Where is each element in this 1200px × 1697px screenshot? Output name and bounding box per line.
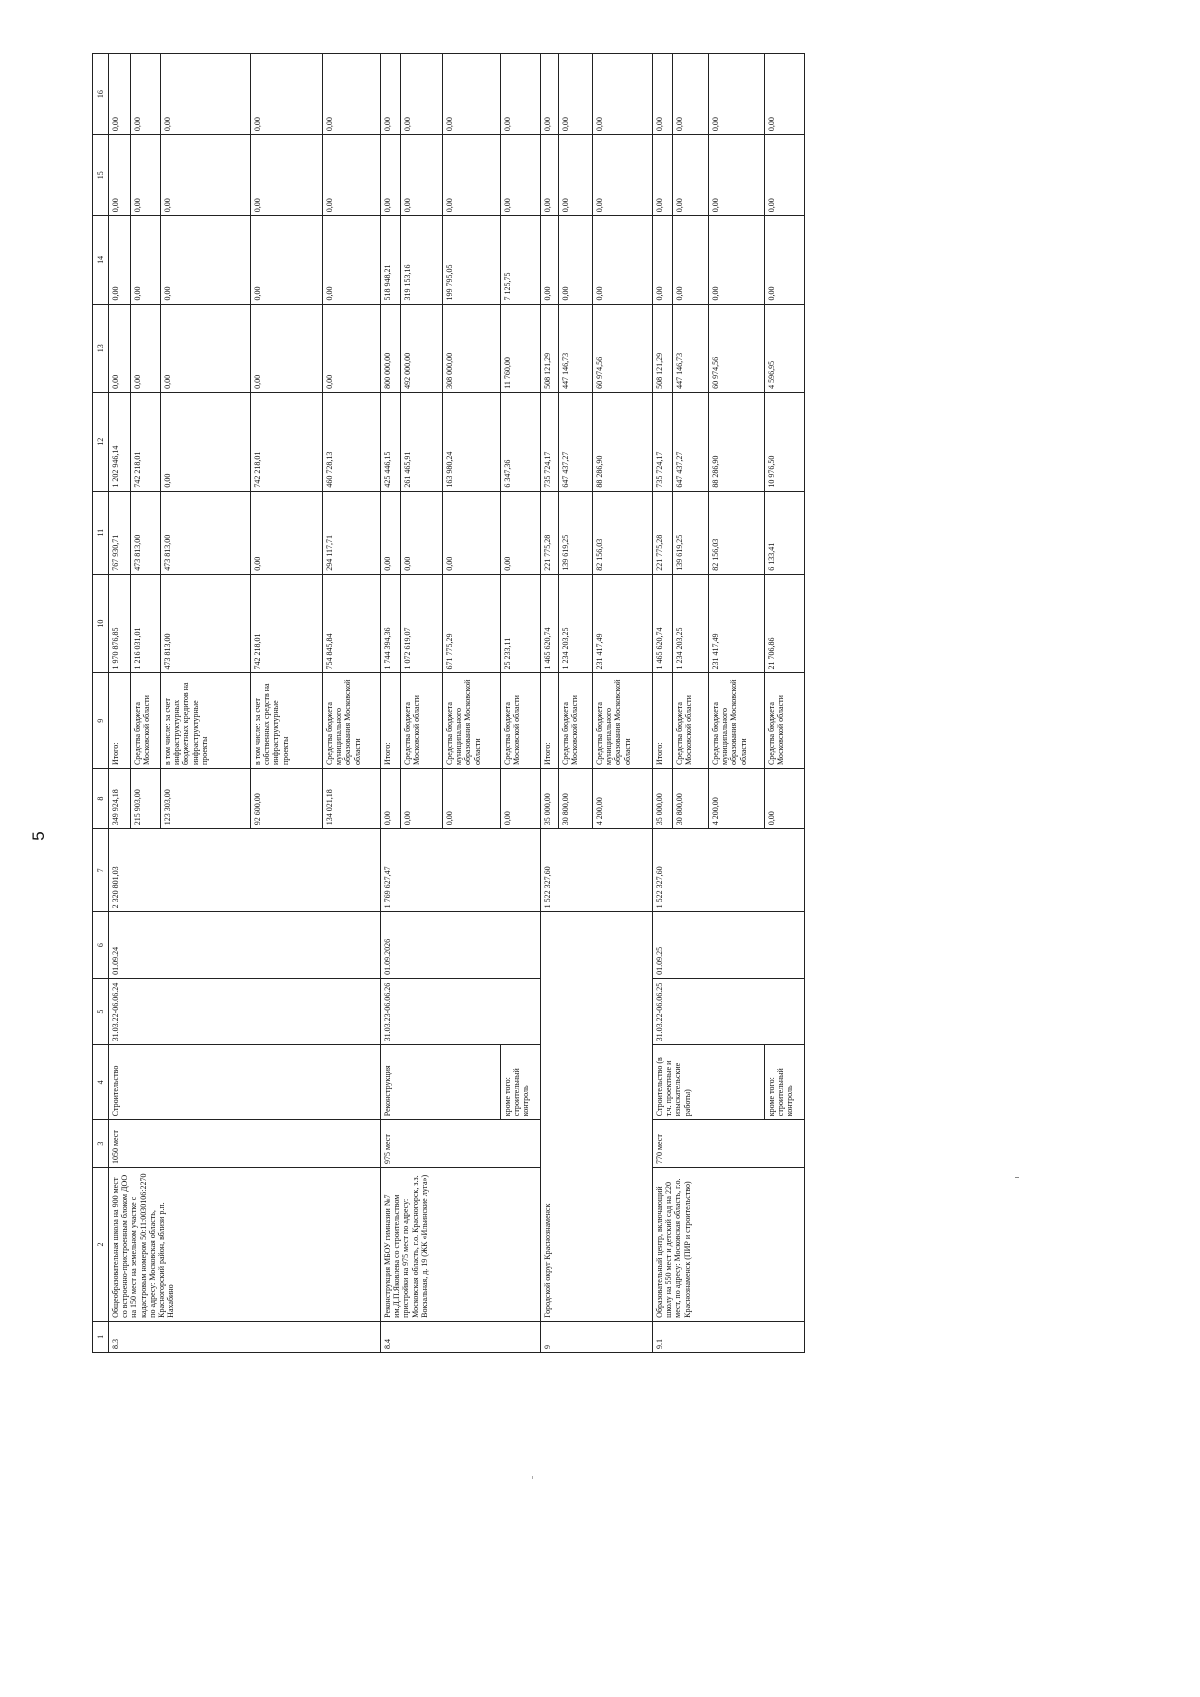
amount-year: 518 948,21 (381, 216, 401, 304)
amount-year: 0,00 (131, 54, 161, 135)
amount-year: 82 156,03 (593, 491, 653, 574)
amount-year: 0,00 (381, 54, 401, 135)
financed-amount: 4 200,00 (709, 769, 765, 829)
amount-year: 60 974,56 (709, 304, 765, 392)
amount-year: 0,00 (673, 216, 709, 304)
work-type-extra: кроме того: строительный контроль (501, 1045, 541, 1120)
funding-source: Средства бюджета Московской области (559, 673, 593, 769)
amount-year: 88 286,90 (593, 392, 653, 491)
capacity-value: 770 (655, 1152, 664, 1165)
table-row (109, 54, 131, 1353)
amount-year: 139 619,25 (559, 491, 593, 574)
row-number: 8.3 (109, 1321, 381, 1352)
amount-total: 1 216 031,01 (131, 574, 161, 673)
financed-amount: 0,00 (501, 769, 541, 829)
funding-source: Итого: (541, 673, 559, 769)
amount-year: 88 286,90 (709, 392, 765, 491)
financed-amount: 0,00 (401, 769, 443, 829)
amount-year: 199 795,05 (443, 216, 501, 304)
amount-year: 308 000,00 (443, 304, 501, 392)
funding-source: Средства бюджета Московской области (401, 673, 443, 769)
work-type: Строительство (в т.ч. проектные и изыскательские работы) (653, 1045, 765, 1120)
amount-year: 473 813,00 (131, 491, 161, 574)
funding-source: Средства бюджета Московской области (131, 673, 161, 769)
amount-total: 1 234 203,25 (559, 574, 593, 673)
row-number: 8.4 (381, 1321, 541, 1352)
funding-source: Итого: (109, 673, 131, 769)
capacity-unit: мест (655, 1134, 664, 1151)
amount-year: 447 146,73 (559, 304, 593, 392)
amount-year: 221 775,28 (541, 491, 559, 574)
capacity (653, 1120, 805, 1168)
amount-year: 0,00 (401, 491, 443, 574)
capacity (381, 1120, 541, 1168)
commission-date: 01.09.24 (109, 912, 381, 979)
work-period: 31.03.22-06.06.24 (109, 978, 381, 1045)
amount-total: 21 706,86 (765, 574, 805, 673)
amount-year: 0,00 (131, 304, 161, 392)
amount-year: 0,00 (109, 304, 131, 392)
amount-year: 0,00 (443, 491, 501, 574)
amount-year: 319 153,16 (401, 216, 443, 304)
header-cell: 13 (93, 304, 109, 392)
amount-year: 221 775,28 (653, 491, 673, 574)
amount-total: 231 417,49 (709, 574, 765, 673)
amount-total: 1 234 203,25 (673, 574, 709, 673)
amount-year: 508 121,29 (653, 304, 673, 392)
amount-year: 0,00 (401, 54, 443, 135)
amount-year: 0,00 (443, 135, 501, 216)
object-name: Реконструкция МБОУ гимназии №7 им.Д.П.Яковлева со строительством пристройки на 975 мест по адресу: Московская область, г.о. Красногорск, з.з. Вокзальная, д. 19 (ЖК «Ильинские луга») (381, 1168, 541, 1322)
financed-amount: 35 000,00 (541, 769, 559, 829)
estimated-cost: 1 522 327,60 (541, 829, 653, 912)
financed-amount: 0,00 (443, 769, 501, 829)
amount-year: 492 000,00 (401, 304, 443, 392)
amount-year: 0,00 (541, 216, 559, 304)
object-name: Общеобразовательная школа на 900 мест со встроенно-пристроенным блоком ДОО на 150 мест на земельном участке с кадастровым номером 50:11:0030106:2270 по адресу: Московская область, Красногорский район, вблизи р.п. Нахабино (109, 1168, 381, 1322)
financed-amount: 4 200,00 (593, 769, 653, 829)
amount-year: 60 974,56 (593, 304, 653, 392)
header-cell: 3 (93, 1120, 109, 1168)
table-row (381, 54, 401, 1353)
amount-year: 742 218,01 (251, 392, 323, 491)
funding-source: Средства бюджета муниципального образования Московской области (323, 673, 381, 769)
investment-table (92, 53, 805, 1353)
amount-year: 0,00 (765, 216, 805, 304)
amount-year: 0,00 (323, 216, 381, 304)
amount-year: 742 218,01 (131, 392, 161, 491)
header-cell: 11 (93, 491, 109, 574)
funding-source: в том числе: за счет собственных средств на инфраструктурные проекты (251, 673, 323, 769)
financed-amount: 123 303,00 (161, 769, 251, 829)
funding-source: Средства бюджета Московской области (501, 673, 541, 769)
amount-year: 0,00 (559, 216, 593, 304)
amount-year: 0,00 (161, 54, 251, 135)
funding-source: Средства бюджета Московской области (673, 673, 709, 769)
amount-year: 0,00 (251, 216, 323, 304)
amount-year: 0,00 (673, 54, 709, 135)
amount-year: 0,00 (501, 54, 541, 135)
amount-year: 0,00 (323, 304, 381, 392)
amount-total: 1 465 620,74 (541, 574, 559, 673)
funding-source: Средства бюджета муниципального образования Московской области (443, 673, 501, 769)
header-cell: 14 (93, 216, 109, 304)
financed-amount: 30 800,00 (673, 769, 709, 829)
amount-year: 0,00 (161, 135, 251, 216)
amount-total: 25 233,11 (501, 574, 541, 673)
amount-year: 767 930,71 (109, 491, 131, 574)
rotated-table-wrapper (92, 53, 892, 1353)
work-period: 31.03.22-06.06.25 (653, 978, 805, 1045)
amount-year: 82 156,03 (709, 491, 765, 574)
page-number: 5 (29, 831, 48, 841)
amount-year: 0,00 (709, 54, 765, 135)
scan-mark (532, 1476, 533, 1479)
amount-year: 0,00 (541, 135, 559, 216)
amount-year: 0,00 (501, 135, 541, 216)
amount-year: 0,00 (593, 216, 653, 304)
amount-year: 647 437,27 (673, 392, 709, 491)
amount-year: 0,00 (251, 54, 323, 135)
amount-year: 163 980,24 (443, 392, 501, 491)
amount-year: 6 133,41 (765, 491, 805, 574)
header-cell: 7 (93, 829, 109, 912)
amount-year: 473 813,00 (161, 491, 251, 574)
amount-total: 742 218,01 (251, 574, 323, 673)
object-name: Образовательный центр, включающий школу на 550 мест и детский сад на 220 мест, по адресу: Московская область, г.о. Краснознаменск (ПИР и строительство) (653, 1168, 805, 1322)
amount-total: 1 072 619,07 (401, 574, 443, 673)
amount-year: 0,00 (559, 135, 593, 216)
amount-year: 0,00 (109, 54, 131, 135)
amount-year: 0,00 (653, 135, 673, 216)
work-type: Реконструкция (381, 1045, 501, 1120)
commission-date: 01.09.2026 (381, 912, 541, 979)
amount-year: 0,00 (501, 491, 541, 574)
table-row (541, 54, 559, 1353)
funding-source: Средства бюджета Московской области (765, 673, 805, 769)
header-cell: 10 (93, 574, 109, 673)
capacity-value: 975 (383, 1152, 392, 1165)
amount-year: 0,00 (251, 304, 323, 392)
estimated-cost: 2 320 801,03 (109, 829, 381, 912)
financed-amount: 35 000,00 (653, 769, 673, 829)
amount-total: 1 744 394,36 (381, 574, 401, 673)
amount-year: 0,00 (381, 491, 401, 574)
financed-amount: 134 021,18 (323, 769, 381, 829)
header-cell: 1 (93, 1321, 109, 1352)
capacity-unit: мест (383, 1134, 392, 1151)
amount-year: 7 125,75 (501, 216, 541, 304)
amount-year: 0,00 (593, 135, 653, 216)
amount-year: 4 596,95 (765, 304, 805, 392)
estimated-cost: 1 769 627,47 (381, 829, 541, 912)
amount-total: 671 775,29 (443, 574, 501, 673)
table-row (653, 54, 673, 1353)
amount-year: 735 724,17 (653, 392, 673, 491)
amount-year: 0,00 (323, 54, 381, 135)
amount-year: 0,00 (109, 135, 131, 216)
header-cell: 6 (93, 912, 109, 979)
amount-year: 0,00 (541, 54, 559, 135)
amount-year: 1 202 946,14 (109, 392, 131, 491)
amount-year: 0,00 (251, 135, 323, 216)
amount-year: 0,00 (381, 135, 401, 216)
funding-source: Итого: (381, 673, 401, 769)
header-cell: 9 (93, 673, 109, 769)
amount-year: 0,00 (161, 392, 251, 491)
header-cell: 15 (93, 135, 109, 216)
header-cell: 4 (93, 1045, 109, 1120)
amount-year: 0,00 (709, 216, 765, 304)
amount-year: 735 724,17 (541, 392, 559, 491)
amount-year: 0,00 (161, 304, 251, 392)
capacity (109, 1120, 381, 1168)
amount-total: 1 465 620,74 (653, 574, 673, 673)
amount-year: 425 446,15 (381, 392, 401, 491)
amount-year: 0,00 (559, 54, 593, 135)
capacity-value: 1050 (111, 1148, 120, 1165)
header-row (93, 54, 109, 1353)
amount-total: 1 970 876,85 (109, 574, 131, 673)
header-cell: 16 (93, 54, 109, 135)
amount-year: 0,00 (401, 135, 443, 216)
amount-year: 11 760,00 (501, 304, 541, 392)
funding-source: Средства бюджета муниципального образования Московской области (709, 673, 765, 769)
amount-year: 0,00 (765, 54, 805, 135)
funding-source: в том числе: за счет инфраструктурных бюджетных кредитов на инфраструктурные проекты (161, 673, 251, 769)
amount-year: 0,00 (653, 54, 673, 135)
amount-year: 6 347,36 (501, 392, 541, 491)
scan-mark (1015, 1177, 1019, 1178)
amount-year: 0,00 (251, 491, 323, 574)
funding-source: Итого: (653, 673, 673, 769)
amount-year: 0,00 (709, 135, 765, 216)
financed-amount: 0,00 (381, 769, 401, 829)
amount-total: 754 845,84 (323, 574, 381, 673)
commission-date: 01.09.25 (653, 912, 805, 979)
capacity-unit: мест (111, 1130, 120, 1147)
amount-year: 447 146,73 (673, 304, 709, 392)
row-number: 9 (541, 1321, 653, 1352)
amount-year: 139 619,25 (673, 491, 709, 574)
amount-year: 460 728,13 (323, 392, 381, 491)
amount-year: 800 000,00 (381, 304, 401, 392)
district-name: Городской округ Краснознаменск (541, 912, 653, 1321)
financed-amount: 215 903,00 (131, 769, 161, 829)
financed-amount: 92 600,00 (251, 769, 323, 829)
work-period: 31.03.23-06.06.26 (381, 978, 541, 1045)
row-number: 9.1 (653, 1321, 805, 1352)
estimated-cost: 1 522 327,60 (653, 829, 805, 912)
amount-total: 231 417,49 (593, 574, 653, 673)
work-type: Строительство (109, 1045, 381, 1120)
amount-year: 0,00 (765, 135, 805, 216)
financed-amount: 349 924,18 (109, 769, 131, 829)
amount-year: 10 976,50 (765, 392, 805, 491)
amount-year: 0,00 (443, 54, 501, 135)
header-cell: 2 (93, 1168, 109, 1322)
amount-year: 0,00 (323, 135, 381, 216)
work-type-extra: кроме того: строительный контроль (765, 1045, 805, 1120)
financed-amount: 30 800,00 (559, 769, 593, 829)
amount-year: 294 117,71 (323, 491, 381, 574)
amount-year: 0,00 (161, 216, 251, 304)
amount-year: 0,00 (653, 216, 673, 304)
amount-year: 0,00 (131, 216, 161, 304)
amount-year: 508 121,29 (541, 304, 559, 392)
financed-amount: 0,00 (765, 769, 805, 829)
amount-year: 0,00 (131, 135, 161, 216)
header-cell: 12 (93, 392, 109, 491)
header-cell: 8 (93, 769, 109, 829)
amount-year: 647 437,27 (559, 392, 593, 491)
amount-year: 0,00 (109, 216, 131, 304)
amount-year: 0,00 (593, 54, 653, 135)
amount-total: 473 813,00 (161, 574, 251, 673)
amount-year: 261 465,91 (401, 392, 443, 491)
header-cell: 5 (93, 978, 109, 1045)
amount-year: 0,00 (673, 135, 709, 216)
funding-source: Средства бюджета муниципального образования Московской области (593, 673, 653, 769)
